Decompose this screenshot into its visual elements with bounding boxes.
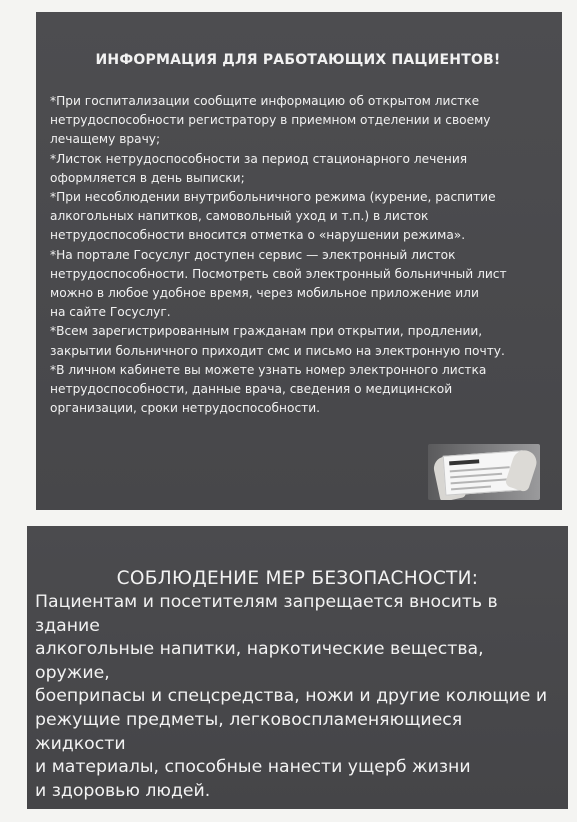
safety-panel-title: СОБЛЮДЕНИЕ МЕР БЕЗОПАСНОСТИ: <box>116 568 479 589</box>
card-line <box>451 486 491 491</box>
work-patients-info-panel <box>36 12 562 510</box>
info-item-discharge: *Листок нетрудоспособности за период стационарного лечения оформляется в день выписки; <box>50 151 468 185</box>
sick-leave-card-image <box>428 444 540 500</box>
info-item-regime-violation: *При несоблюдении внутрибольничного режима (курение, распитие алкогольных напитков, самовольный уход и т.п.) в листок нетрудоспособности вносится отметка о «нарушении режима». <box>50 190 496 243</box>
safety-measures-panel <box>27 526 568 809</box>
info-item-hospitalization: *При госпитализации сообщите информацию об открытом листке нетрудоспособности регистратору в приемном отделении и своему лечащему врачу; <box>50 94 491 147</box>
info-item-gosuslugi-service: *На портале Госуслуг доступен сервис — электронный листок нетрудоспособности. Посмотреть свой электронный больничный лист можно в любое удобное время, через мобильное приложение или на сайте Госуслуг. <box>50 247 507 320</box>
card-line <box>450 473 502 479</box>
info-panel-title: ИНФОРМАЦИЯ ДЛЯ РАБОТАЮЩИХ ПАЦИЕНТОВ! <box>95 52 501 68</box>
info-item-sms-notification: *Всем зарегистрированным гражданам при открытии, продлении, закрытии больничного приходит смс и письмо на электронную почту. <box>50 324 505 358</box>
info-item-personal-cabinet: *В личном кабинете вы можете узнать номер электронного листка нетрудоспособности, данные врача, сведения о медицинской организации, сроки нетрудоспособности. <box>50 362 487 416</box>
safety-panel-text: Пациентам и посетителям запрещается вносить в здание алкогольные напитки, наркотические вещества, оружие, боеприпасы и спецсредства, ножи и другие колющие и режущие предметы, легковоспламеняющиеся жидкости и материалы, способные нанести ущерб жизни и здоровью людей. <box>35 592 548 801</box>
card-line <box>450 466 510 472</box>
card-header-bar <box>449 459 479 465</box>
